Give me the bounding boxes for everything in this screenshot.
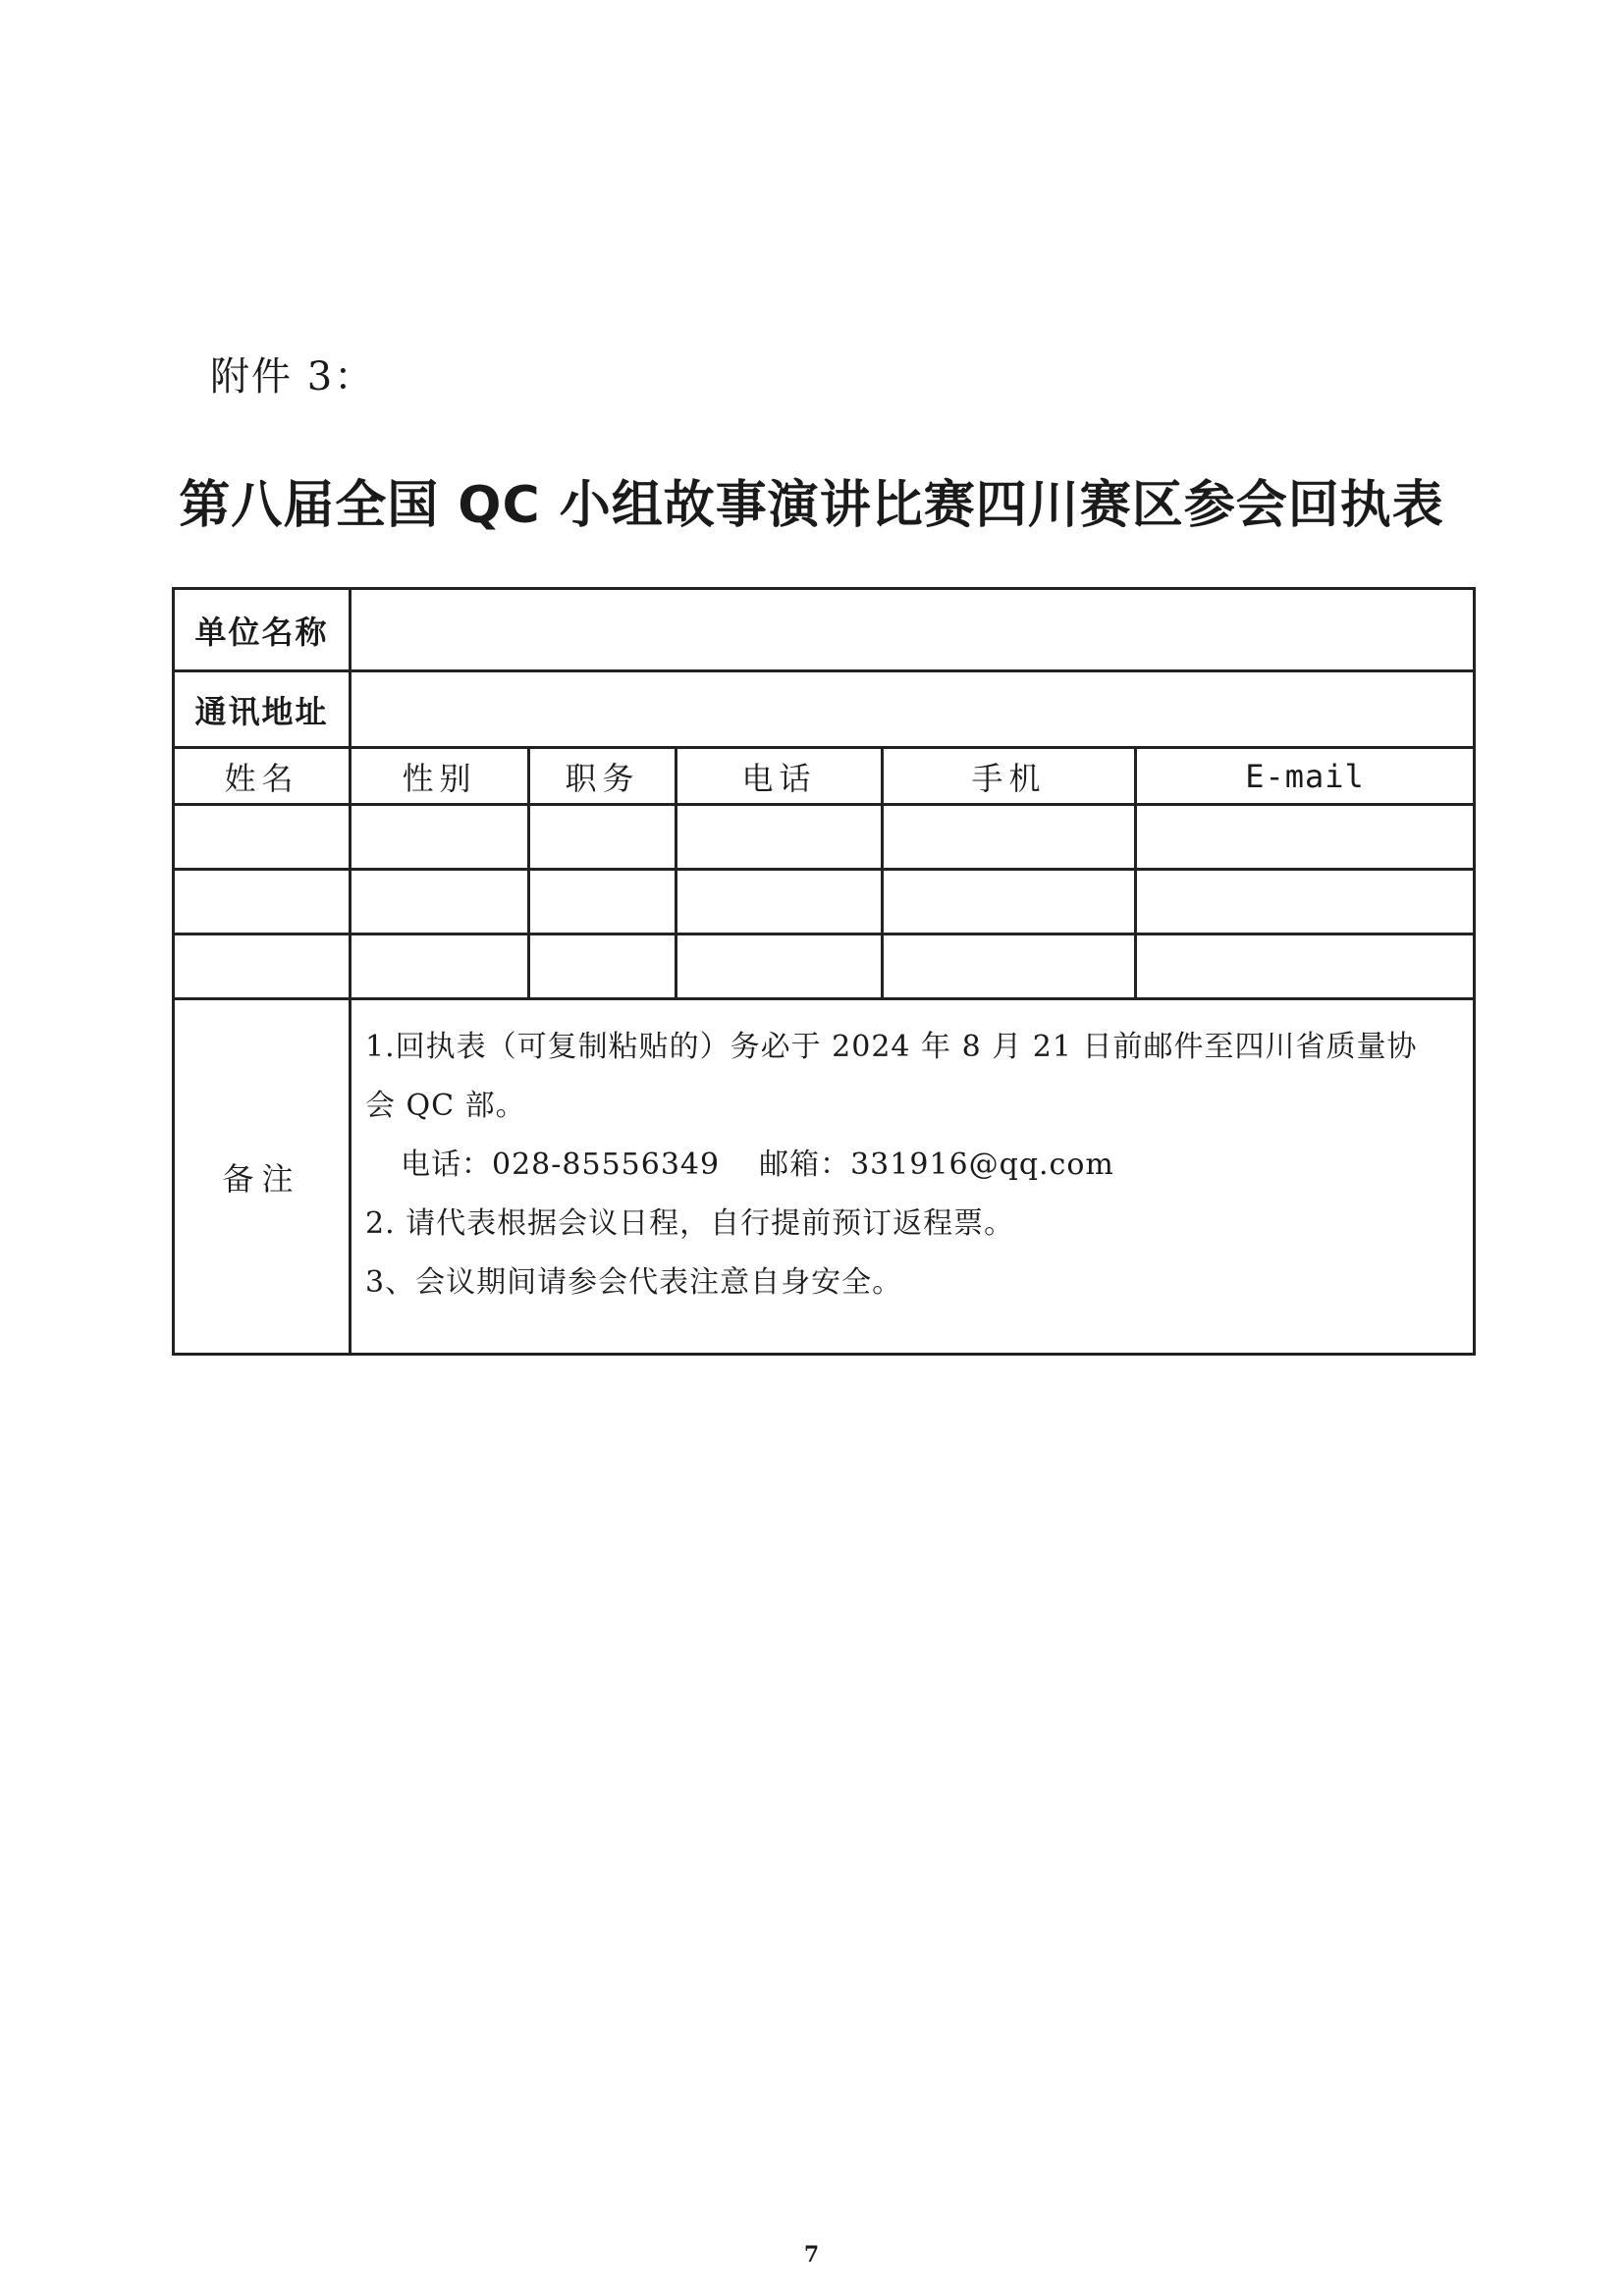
receipt-table [172,587,1476,1356]
note-item-2: 2. 请代表根据会议日程，自行提前预订返程票。 [365,1206,1015,1241]
notes-content [351,999,1475,1355]
mobile-cell[interactable] [883,934,1136,999]
email-cell[interactable] [1136,934,1475,999]
address-field[interactable] [351,671,1475,748]
header-position: 职务 [529,748,676,805]
table-row [174,870,1475,934]
gender-cell[interactable] [351,870,529,934]
attachment-label: 附件 3： [210,354,376,400]
address-label: 通讯地址 [174,671,351,748]
position-cell[interactable] [529,934,676,999]
page-title: 第八届全国 QC 小组故事演讲比赛四川赛区参会回执表 [179,476,1444,535]
email-cell[interactable] [1136,870,1475,934]
header-phone: 电话 [676,748,883,805]
phone-cell[interactable] [676,805,883,870]
position-cell[interactable] [529,805,676,870]
table-row [174,805,1475,870]
page-number: 7 [803,2242,820,2268]
header-row [174,748,1475,805]
note-item-1-continued: 会 QC 部。 [365,1089,526,1123]
notes-label: 备注 [174,999,351,1355]
table-row [174,934,1475,999]
address-row [174,671,1475,748]
unit-name-label: 单位名称 [174,589,351,671]
unit-name-field[interactable] [351,589,1475,671]
contact-email: 邮箱：331916@qq.com [759,1148,1114,1182]
gender-cell[interactable] [351,934,529,999]
unit-name-row [174,589,1475,671]
header-name: 姓名 [174,748,351,805]
contact-line [365,1136,1459,1195]
phone-cell[interactable] [676,870,883,934]
position-cell[interactable] [529,870,676,934]
mobile-cell[interactable] [883,870,1136,934]
contact-phone: 电话：028-85556349 [401,1148,721,1182]
gender-cell[interactable] [351,805,529,870]
note-item-1: 1.回执表（可复制粘贴的）务必于 2024 年 8 月 21 日前邮件至四川省质量协 [365,1030,1418,1064]
header-mobile: 手机 [883,748,1136,805]
name-cell[interactable] [174,805,351,870]
header-gender: 性别 [351,748,529,805]
email-cell[interactable] [1136,805,1475,870]
notes-row [174,999,1475,1355]
mobile-cell[interactable] [883,805,1136,870]
name-cell[interactable] [174,870,351,934]
note-item-3: 3、会议期间请参会代表注意自身安全。 [365,1265,903,1300]
name-cell[interactable] [174,934,351,999]
phone-cell[interactable] [676,934,883,999]
header-email: E-mail [1136,748,1475,805]
